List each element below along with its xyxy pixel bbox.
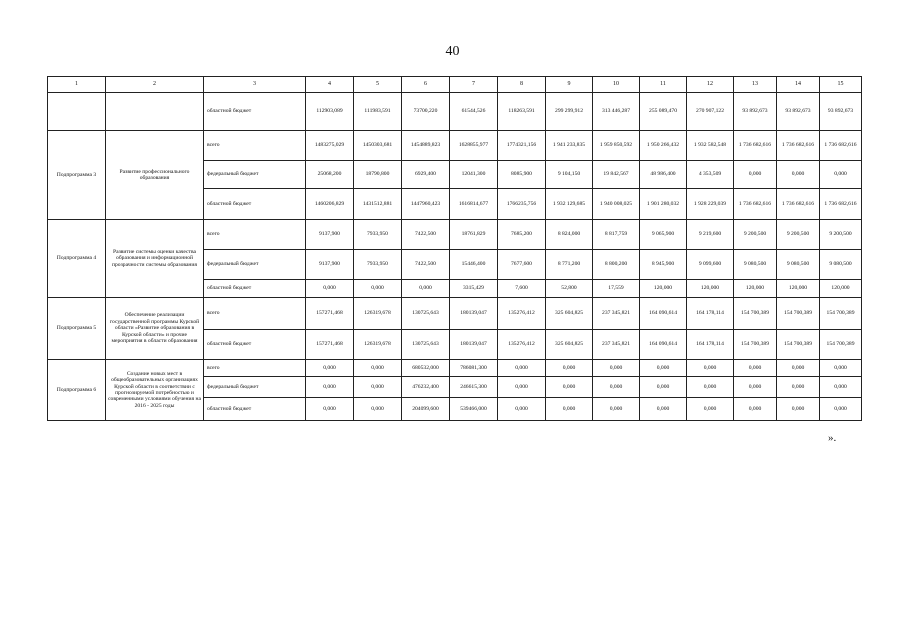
value-cell: 1 941 233,835 xyxy=(546,131,593,161)
value-cell: 0,000 xyxy=(687,398,734,421)
column-number: 7 xyxy=(450,77,498,93)
value-cell: 7933,950 xyxy=(354,220,402,250)
value-cell: 8 800,200 xyxy=(593,250,640,280)
value-cell: 111983,591 xyxy=(354,93,402,131)
column-number: 8 xyxy=(498,77,546,93)
value-cell: 476232,400 xyxy=(402,377,450,398)
column-number: 15 xyxy=(820,77,862,93)
value-cell: 270 907,122 xyxy=(687,93,734,131)
column-number: 11 xyxy=(640,77,687,93)
value-cell: 164 090,614 xyxy=(640,298,687,330)
value-cell: 539466,000 xyxy=(450,398,498,421)
column-number: 5 xyxy=(354,77,402,93)
value-cell: 61544,526 xyxy=(450,93,498,131)
value-cell: 164 090,614 xyxy=(640,330,687,360)
value-cell: 9 080,500 xyxy=(820,250,862,280)
value-cell: 0,000 xyxy=(306,360,354,377)
value-cell: 9 200,500 xyxy=(820,220,862,250)
column-number: 3 xyxy=(204,77,306,93)
program-name-cell xyxy=(106,93,204,131)
value-cell: 154 700,389 xyxy=(734,298,777,330)
program-cell: Подпрограмма 3 xyxy=(48,131,106,220)
value-cell: 1447960,423 xyxy=(402,189,450,220)
value-cell: 1 950 266,432 xyxy=(640,131,687,161)
table-row xyxy=(48,131,862,161)
value-cell: 204099,600 xyxy=(402,398,450,421)
value-cell: 135276,412 xyxy=(498,330,546,360)
program-name-cell: Развитие профессионального образования xyxy=(106,131,204,220)
value-cell: 8085,900 xyxy=(498,161,546,189)
value-cell: 52,800 xyxy=(546,280,593,298)
value-cell: 0,000 xyxy=(820,360,862,377)
value-cell: 1 932 129,685 xyxy=(546,189,593,220)
value-cell: 1 736 682,616 xyxy=(777,189,820,220)
value-cell: 12041,300 xyxy=(450,161,498,189)
value-cell: 0,000 xyxy=(640,377,687,398)
value-cell: 25068,200 xyxy=(306,161,354,189)
value-cell: 1 736 682,616 xyxy=(734,131,777,161)
value-cell: 120,000 xyxy=(820,280,862,298)
funding-source: всего xyxy=(204,131,306,161)
value-cell: 786081,300 xyxy=(450,360,498,377)
value-cell: 7,600 xyxy=(498,280,546,298)
value-cell: 0,000 xyxy=(820,377,862,398)
value-cell: 237 345,821 xyxy=(593,298,640,330)
value-cell: 6929,400 xyxy=(402,161,450,189)
value-cell: 1454889,823 xyxy=(402,131,450,161)
funding-source: областной бюджет xyxy=(204,280,306,298)
value-cell: 0,000 xyxy=(354,280,402,298)
value-cell: 118263,591 xyxy=(498,93,546,131)
value-cell: 164 178,114 xyxy=(687,330,734,360)
value-cell: 154 700,389 xyxy=(820,298,862,330)
value-cell: 0,000 xyxy=(820,398,862,421)
program-cell: Подпрограмма 4 xyxy=(48,220,106,298)
column-number: 12 xyxy=(687,77,734,93)
value-cell: 154 700,389 xyxy=(777,298,820,330)
column-number: 2 xyxy=(106,77,204,93)
value-cell: 1450303,681 xyxy=(354,131,402,161)
funding-source: областной бюджет xyxy=(204,330,306,360)
value-cell: 7685,200 xyxy=(498,220,546,250)
value-cell: 9 219,600 xyxy=(687,220,734,250)
value-cell: 0,000 xyxy=(640,398,687,421)
value-cell: 0,000 xyxy=(354,398,402,421)
value-cell: 9 065,900 xyxy=(640,220,687,250)
value-cell: 299 299,912 xyxy=(546,93,593,131)
value-cell: 0,000 xyxy=(734,377,777,398)
value-cell: 1 940 008,025 xyxy=(593,189,640,220)
page-number: 40 xyxy=(445,44,460,59)
value-cell: 164 178,114 xyxy=(687,298,734,330)
value-cell: 93 892,673 xyxy=(734,93,777,131)
value-cell: 680532,000 xyxy=(402,360,450,377)
value-cell: 0,000 xyxy=(546,360,593,377)
value-cell: 0,000 xyxy=(593,360,640,377)
funding-source: областной бюджет xyxy=(204,398,306,421)
value-cell: 8 945,900 xyxy=(640,250,687,280)
column-number: 4 xyxy=(306,77,354,93)
value-cell: 1 959 850,592 xyxy=(593,131,640,161)
value-cell: 120,000 xyxy=(777,280,820,298)
value-cell: 48 986,400 xyxy=(640,161,687,189)
program-cell: Подпрограмма 5 xyxy=(48,298,106,360)
value-cell: 0,000 xyxy=(687,377,734,398)
funding-source: всего xyxy=(204,298,306,330)
value-cell: 1 736 682,616 xyxy=(734,189,777,220)
table-row xyxy=(48,220,862,250)
value-cell: 0,000 xyxy=(402,280,450,298)
value-cell: 0,000 xyxy=(498,360,546,377)
value-cell: 1766235,756 xyxy=(498,189,546,220)
funding-source: всего xyxy=(204,220,306,250)
funding-source: всего xyxy=(204,360,306,377)
value-cell: 0,000 xyxy=(306,377,354,398)
value-cell: 73700,220 xyxy=(402,93,450,131)
budget-table xyxy=(47,76,862,421)
value-cell: 8 771,200 xyxy=(546,250,593,280)
value-cell: 180139,047 xyxy=(450,330,498,360)
value-cell: 1 736 682,616 xyxy=(777,131,820,161)
program-name-cell: Развитие системы оценки качества образования и информационной прозрачности системы образования xyxy=(106,220,204,298)
value-cell: 17,559 xyxy=(593,280,640,298)
value-cell: 19 842,567 xyxy=(593,161,640,189)
value-cell: 0,000 xyxy=(593,377,640,398)
value-cell: 0,000 xyxy=(777,161,820,189)
value-cell: 130725,643 xyxy=(402,298,450,330)
value-cell: 180139,047 xyxy=(450,298,498,330)
value-cell: 0,000 xyxy=(306,398,354,421)
value-cell: 1 928 229,039 xyxy=(687,189,734,220)
table-row xyxy=(48,93,862,131)
value-cell: 237 345,821 xyxy=(593,330,640,360)
table-row xyxy=(48,360,862,377)
value-cell: 157271,468 xyxy=(306,330,354,360)
value-cell: 0,000 xyxy=(546,377,593,398)
value-cell: 1431512,881 xyxy=(354,189,402,220)
value-cell: 157271,468 xyxy=(306,298,354,330)
value-cell: 7422,500 xyxy=(402,250,450,280)
value-cell: 9 099,600 xyxy=(687,250,734,280)
value-cell: 0,000 xyxy=(640,360,687,377)
value-cell: 0,000 xyxy=(306,280,354,298)
value-cell: 112903,089 xyxy=(306,93,354,131)
value-cell: 154 700,389 xyxy=(820,330,862,360)
closing-quote: ». xyxy=(828,432,837,444)
value-cell: 0,000 xyxy=(734,360,777,377)
value-cell: 154 700,389 xyxy=(777,330,820,360)
program-cell xyxy=(48,93,106,131)
funding-source: федеральный бюджет xyxy=(204,377,306,398)
value-cell: 9137,900 xyxy=(306,250,354,280)
value-cell: 3315,429 xyxy=(450,280,498,298)
value-cell: 255 089,470 xyxy=(640,93,687,131)
program-name-cell: Создание новых мест в общеобразовательных организациях Курской области в соответствии с прогнозируемой потребностью и современными условиями обучения на 2016 - 2025 годы xyxy=(106,360,204,421)
value-cell: 1460206,829 xyxy=(306,189,354,220)
value-cell: 9137,900 xyxy=(306,220,354,250)
value-cell: 9 080,500 xyxy=(777,250,820,280)
value-cell: 9 200,500 xyxy=(777,220,820,250)
value-cell: 1616814,677 xyxy=(450,189,498,220)
value-cell: 313 446,287 xyxy=(593,93,640,131)
value-cell: 1483275,029 xyxy=(306,131,354,161)
value-cell: 0,000 xyxy=(498,377,546,398)
value-cell: 130725,643 xyxy=(402,330,450,360)
value-cell: 1 736 682,616 xyxy=(820,189,862,220)
value-cell: 126319,678 xyxy=(354,330,402,360)
value-cell: 93 892,673 xyxy=(777,93,820,131)
value-cell: 0,000 xyxy=(498,398,546,421)
value-cell: 4 353,509 xyxy=(687,161,734,189)
value-cell: 1 736 682,616 xyxy=(820,131,862,161)
funding-source: федеральный бюджет xyxy=(204,161,306,189)
program-cell: Подпрограмма 6 xyxy=(48,360,106,421)
value-cell: 0,000 xyxy=(687,360,734,377)
value-cell: 9 200,500 xyxy=(734,220,777,250)
value-cell: 120,000 xyxy=(640,280,687,298)
value-cell: 8 824,000 xyxy=(546,220,593,250)
value-cell: 1774321,156 xyxy=(498,131,546,161)
table-row xyxy=(48,298,862,330)
value-cell: 9 104,150 xyxy=(546,161,593,189)
value-cell: 0,000 xyxy=(546,398,593,421)
column-number: 9 xyxy=(546,77,593,93)
value-cell: 0,000 xyxy=(734,398,777,421)
value-cell: 9 080,500 xyxy=(734,250,777,280)
value-cell: 0,000 xyxy=(354,377,402,398)
column-number: 10 xyxy=(593,77,640,93)
value-cell: 126319,678 xyxy=(354,298,402,330)
value-cell: 120,000 xyxy=(734,280,777,298)
column-number: 14 xyxy=(777,77,820,93)
value-cell: 7933,950 xyxy=(354,250,402,280)
value-cell: 325 604,825 xyxy=(546,298,593,330)
value-cell: 0,000 xyxy=(777,360,820,377)
value-cell: 135276,412 xyxy=(498,298,546,330)
value-cell: 8 817,759 xyxy=(593,220,640,250)
value-cell: 18790,800 xyxy=(354,161,402,189)
value-cell: 15446,400 xyxy=(450,250,498,280)
funding-source: областной бюджет xyxy=(204,93,306,131)
value-cell: 0,000 xyxy=(820,161,862,189)
funding-source: областной бюджет xyxy=(204,189,306,220)
header-row xyxy=(48,77,862,93)
value-cell: 0,000 xyxy=(777,398,820,421)
value-cell: 325 604,825 xyxy=(546,330,593,360)
value-cell: 1 901 280,032 xyxy=(640,189,687,220)
column-number: 1 xyxy=(48,77,106,93)
value-cell: 93 892,673 xyxy=(820,93,862,131)
value-cell: 154 700,389 xyxy=(734,330,777,360)
column-number: 6 xyxy=(402,77,450,93)
funding-source: федеральный бюджет xyxy=(204,250,306,280)
value-cell: 0,000 xyxy=(354,360,402,377)
value-cell: 7422,500 xyxy=(402,220,450,250)
value-cell: 120,000 xyxy=(687,280,734,298)
value-cell: 18761,829 xyxy=(450,220,498,250)
value-cell: 0,000 xyxy=(777,377,820,398)
value-cell: 1628855,977 xyxy=(450,131,498,161)
value-cell: 0,000 xyxy=(734,161,777,189)
program-name-cell: Обеспечение реализации государственной программы Курской области «Развитие образования в Курской области» и прочие мероприятия в области образования xyxy=(106,298,204,360)
value-cell: 0,000 xyxy=(593,398,640,421)
value-cell: 1 932 582,548 xyxy=(687,131,734,161)
column-number: 13 xyxy=(734,77,777,93)
value-cell: 246615,300 xyxy=(450,377,498,398)
value-cell: 7677,600 xyxy=(498,250,546,280)
